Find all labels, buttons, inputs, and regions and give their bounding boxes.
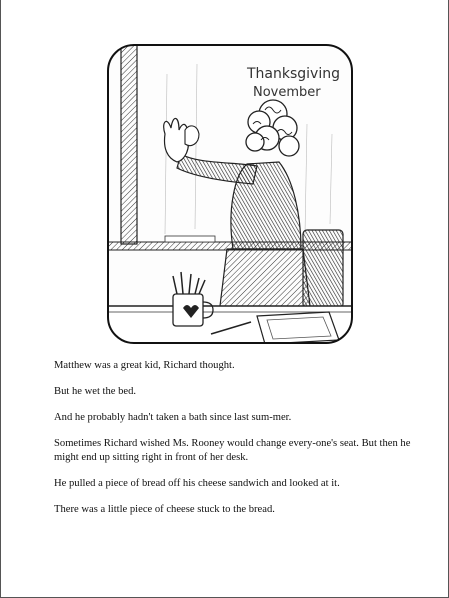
paragraph: But he wet the bed. bbox=[54, 386, 137, 397]
paragraph: Matthew was a great kid, Richard thought. bbox=[54, 360, 235, 371]
paragraph: He pulled a piece of bread off his cheese sandwich and looked at it. bbox=[54, 478, 340, 489]
board-text-thanksgiving: Thanksgiving bbox=[247, 66, 340, 82]
paragraph: Sometimes Richard wished Ms. Rooney would change every-one's seat. But then he might end up sitting right in front of her desk. bbox=[54, 438, 411, 463]
paragraph: There was a little piece of cheese stuck to the bread. bbox=[54, 504, 275, 515]
board-text-november: November bbox=[253, 85, 321, 100]
paragraph: And he probably hadn't taken a bath since last sum-mer. bbox=[54, 412, 292, 423]
teacher-illustration bbox=[107, 44, 353, 344]
story-text bbox=[54, 359, 414, 529]
